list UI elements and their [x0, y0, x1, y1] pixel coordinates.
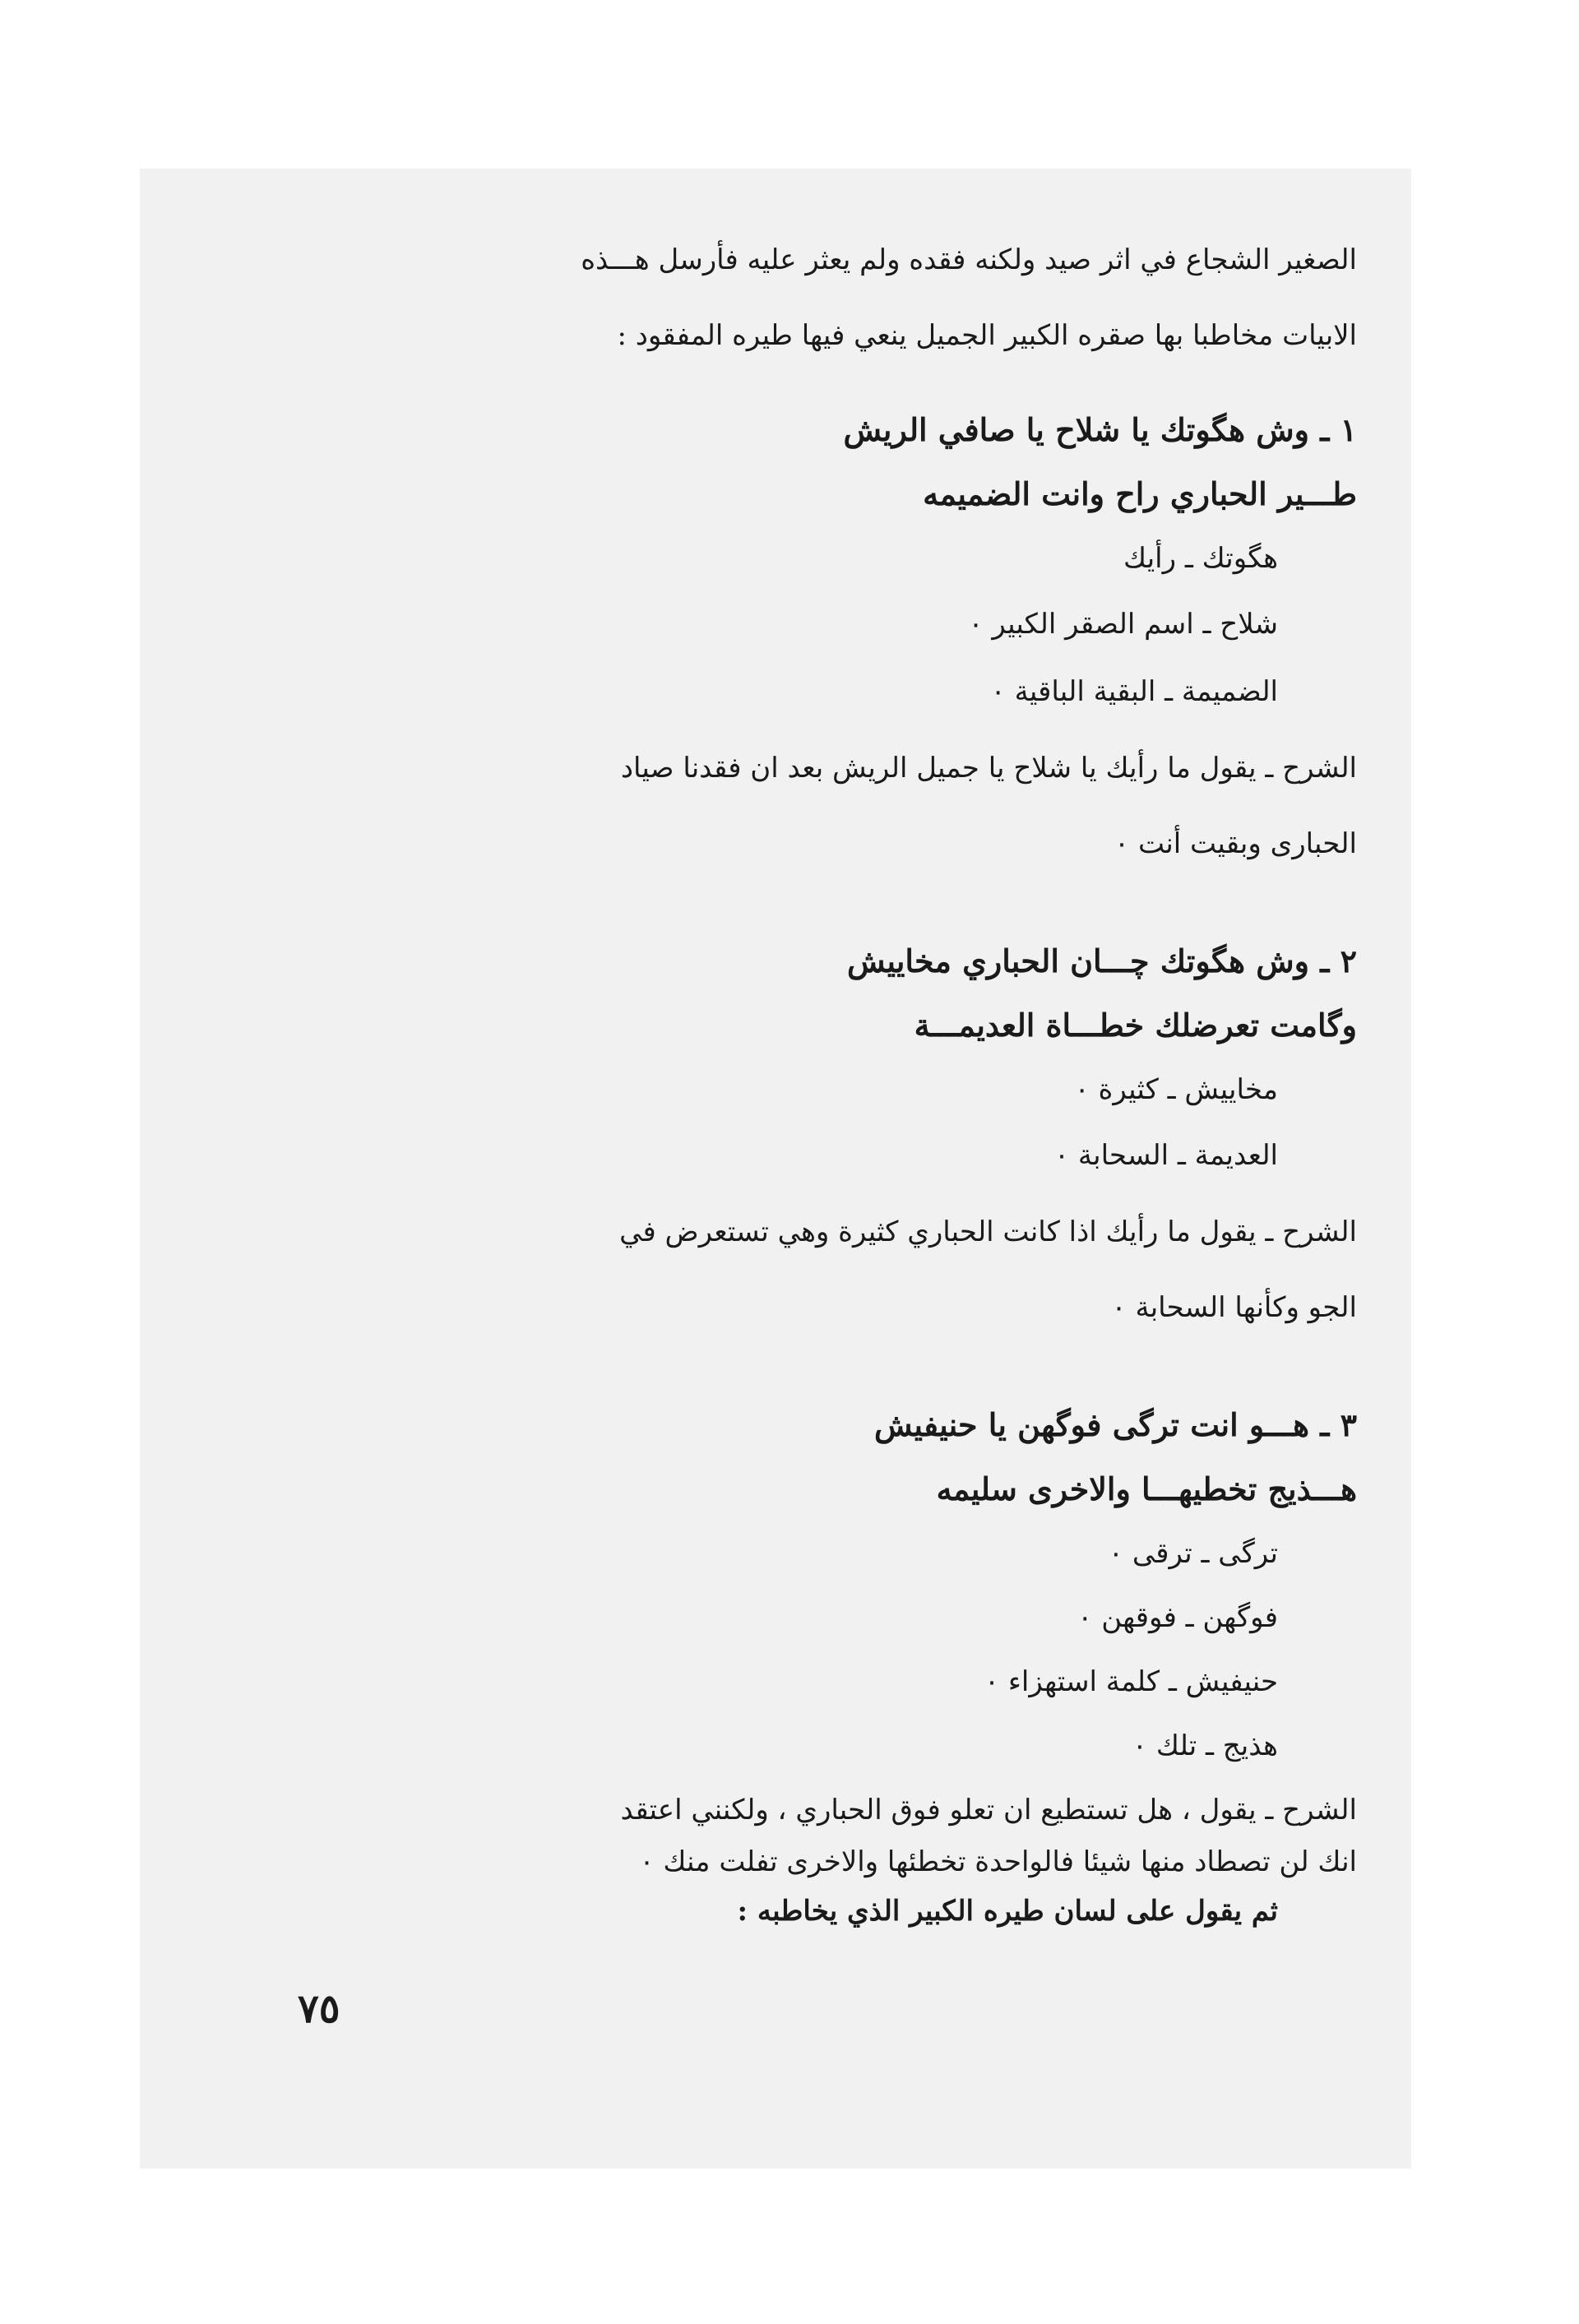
closing-line: ثم يقول على لسان طيره الكبير الذي يخاطبه :: [737, 1895, 1278, 1928]
explanation-line: الجو وكأنها السحابة ٠: [1111, 1291, 1357, 1324]
gloss-line: ترگى ـ ترقى ٠: [1108, 1537, 1278, 1570]
verse-line: وگامت تعرضلك خطـــاة العديمـــة: [914, 1007, 1357, 1044]
gloss-line: هذيج ـ تلك ٠: [1132, 1729, 1278, 1762]
gloss-line: مخاييش ـ كثيرة ٠: [1074, 1073, 1278, 1106]
poem-section-3: [296, 1393, 1357, 1887]
gloss-line: العديمة ـ السحابة ٠: [1053, 1139, 1278, 1172]
verse-line: ٣ ـ هـــو انت ترگى فوگهن يا حنيفيش: [873, 1406, 1357, 1443]
explanation-line: انك لن تصطاد منها شيئا فالواحدة تخطئها والاخرى تفلت منك ٠: [639, 1845, 1357, 1878]
verse-line: هـــذيج تخطيهـــا والاخرى سليمه: [936, 1470, 1357, 1507]
verse-line: ١ ـ وش هگوتك يا شلاح يا صافي الريش: [843, 411, 1357, 448]
gloss-line: شلاح ـ اسم الصقر الكبير ٠: [968, 608, 1278, 641]
intro-paragraph: [296, 222, 1357, 373]
verse-line: ٢ ـ وش هگوتك چـــان الحباري مخاييش: [846, 942, 1357, 979]
gloss-line: الضميمة ـ البقية الباقية ٠: [990, 675, 1278, 708]
explanation-line: الشرح ـ يقول ما رأيك اذا كانت الحباري كثيرة وهي تستعرض في: [619, 1215, 1357, 1248]
verse-line: طـــير الحباري راح وانت الضميمه: [923, 475, 1357, 512]
explanation-line: الشرح ـ يقول ما رأيك يا شلاح يا جميل الريش بعد ان فقدنا صياد: [620, 752, 1357, 785]
gloss-line: فوگهن ـ فوقهن ٠: [1077, 1601, 1278, 1634]
gloss-line: هگوتك ـ رأيك: [1123, 542, 1278, 575]
poem-section-1: [296, 398, 1357, 882]
page-number: ٧٥: [298, 1986, 340, 2032]
explanation-line: الشرح ـ يقول ، هل تستطيع ان تعلو فوق الحباري ، ولكنني اعتقد: [620, 1794, 1357, 1826]
page-content: [296, 222, 1357, 1936]
gloss-line: حنيفيش ـ كلمة استهزاء ٠: [984, 1665, 1278, 1698]
poem-section-2: [296, 929, 1357, 1345]
intro-line: الصغير الشجاع في اثر صيد ولكنه فقده ولم يعثر عليه فأرسل هـــذه: [581, 243, 1357, 276]
intro-line: الابيات مخاطبا بها صقره الكبير الجميل ينعي فيها طيره المفقود :: [617, 319, 1357, 352]
explanation-line: الحبارى وبقيت أنت ٠: [1114, 827, 1357, 860]
